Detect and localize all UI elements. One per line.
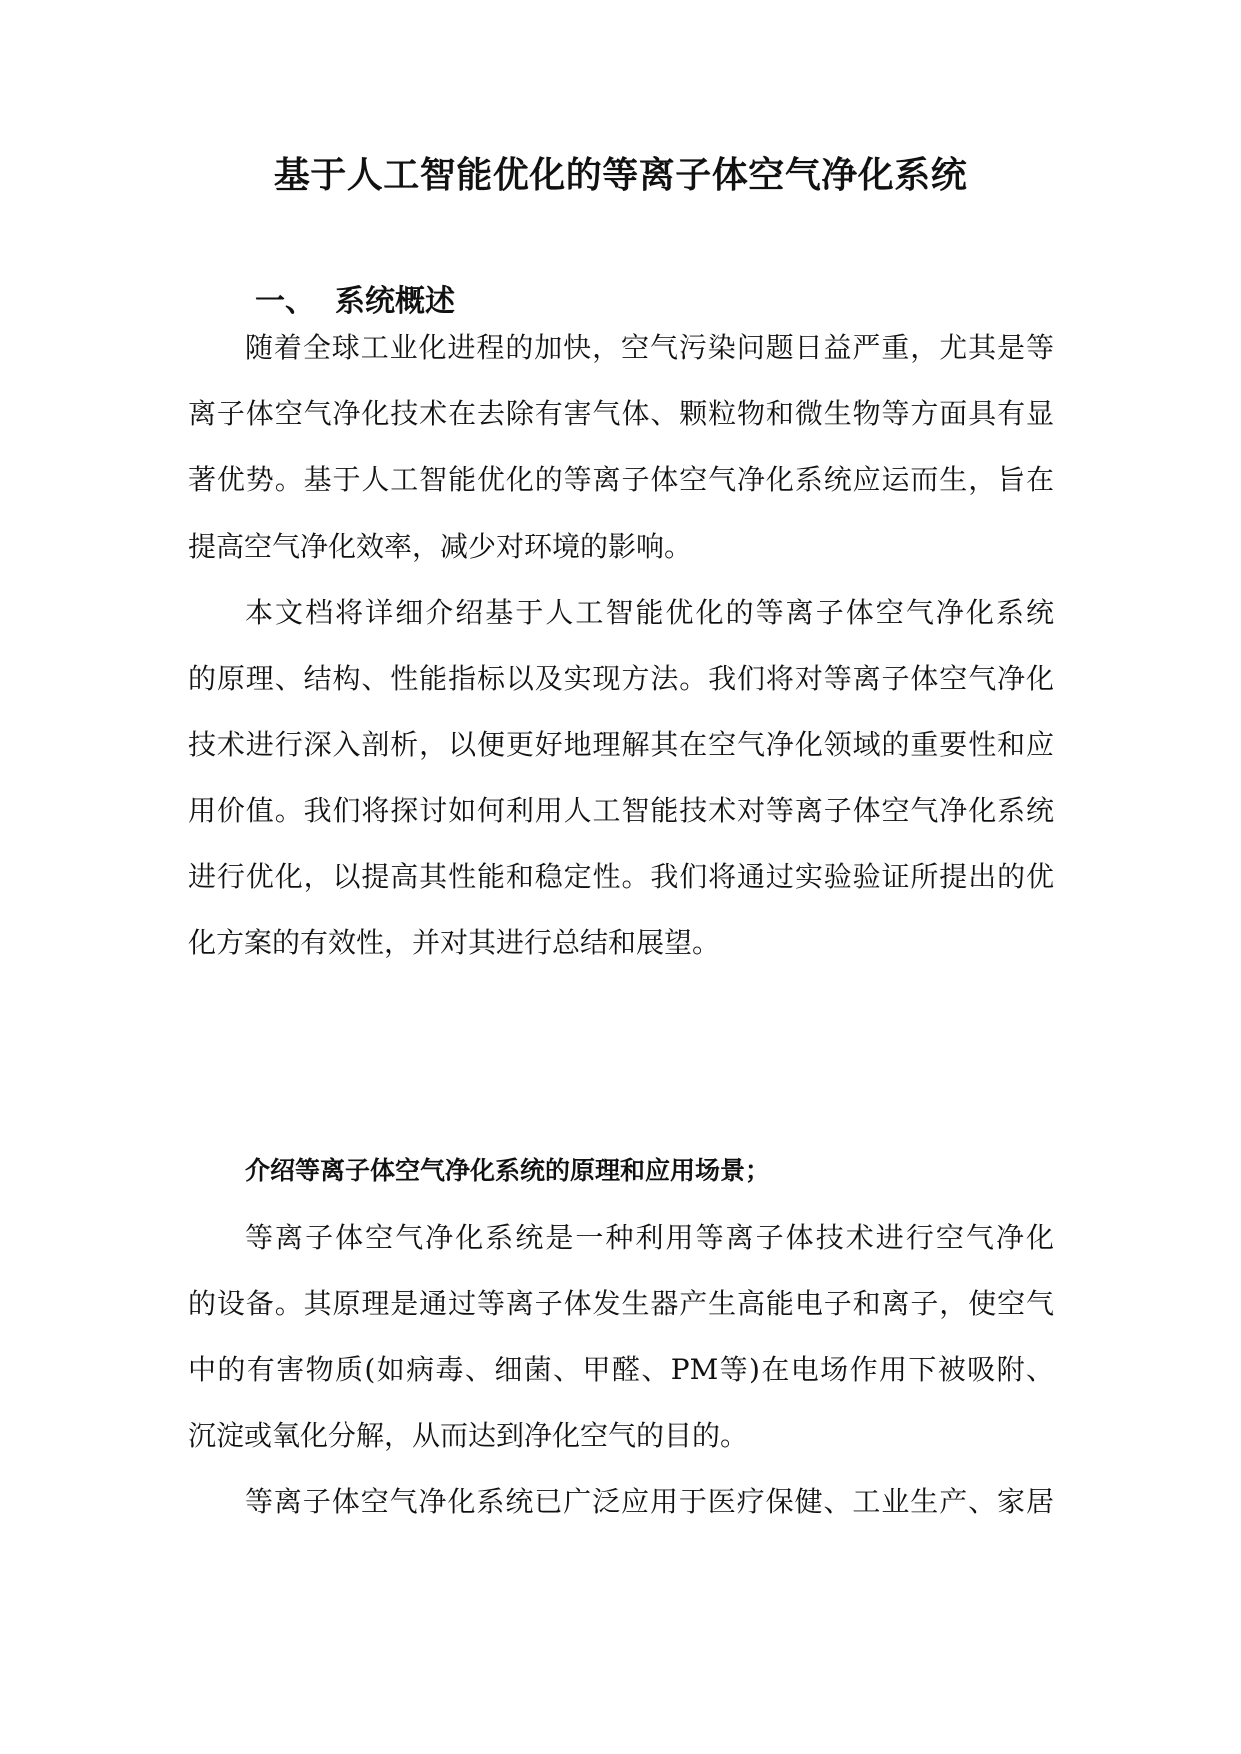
- paragraph-line: 化方案的有效性，并对其进行总结和展望。: [188, 926, 721, 959]
- subheading: 介绍等离子体空气净化系统的原理和应用场景；: [245, 1156, 771, 1185]
- paragraph-line: 离子体空气净化技术在去除有害气体、颗粒物和微生物等方面具有显: [188, 397, 1054, 430]
- paragraph-line: 沉淀或氧化分解，从而达到净化空气的目的。: [188, 1419, 749, 1452]
- paragraph-line: 的原理、结构、性能指标以及实现方法。我们将对等离子体空气净化: [188, 662, 1054, 695]
- paragraph-line: 著优势。基于人工智能优化的等离子体空气净化系统应运而生，旨在: [188, 463, 1054, 496]
- section-number: 一、: [255, 284, 315, 319]
- paragraph-line: 等离子体空气净化系统是一种利用等离子体技术进行空气净化: [245, 1221, 1054, 1254]
- paragraph-line: 进行优化，以提高其性能和稳定性。我们将通过实验验证所提出的优: [188, 860, 1054, 893]
- paragraph-line: 提高空气净化效率，减少对环境的影响。: [188, 530, 693, 563]
- paragraph-line: 等离子体空气净化系统已广泛应用于医疗保健、工业生产、家居: [245, 1485, 1054, 1518]
- section-heading: [255, 280, 455, 324]
- paragraph-line: 技术进行深入剖析，以便更好地理解其在空气净化领域的重要性和应: [188, 728, 1054, 761]
- paragraph-line: 的设备。其原理是通过等离子体发生器产生高能电子和离子，使空气: [188, 1287, 1054, 1320]
- paragraph-line: 用价值。我们将探讨如何利用人工智能技术对等离子体空气净化系统: [188, 794, 1054, 827]
- paragraph-line: 随着全球工业化进程的加快，空气污染问题日益严重，尤其是等: [245, 331, 1054, 364]
- section-heading-text: 系统概述: [335, 284, 455, 319]
- document-title: 基于人工智能优化的等离子体空气净化系统: [273, 155, 968, 196]
- paragraph-line: 本文档将详细介绍基于人工智能优化的等离子体空气净化系统: [245, 596, 1054, 629]
- paragraph-line: 中的有害物质(如病毒、细菌、甲醛、PM等)在电场作用下被吸附、: [188, 1353, 1054, 1386]
